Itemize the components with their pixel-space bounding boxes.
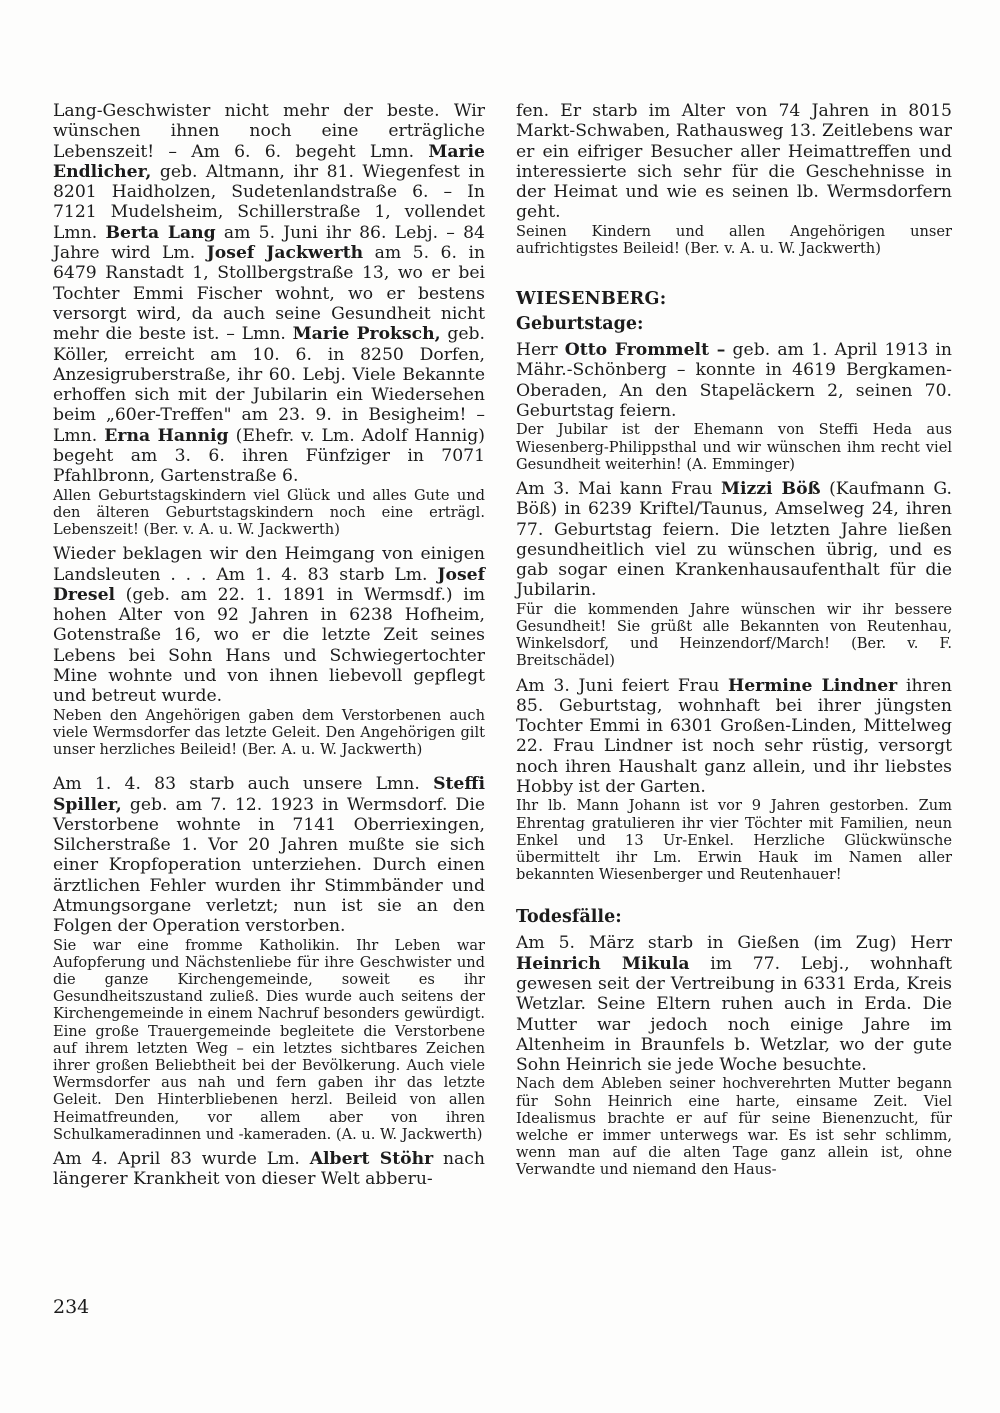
right-column (516, 101, 952, 1185)
note-lindner: Ihr lb. Mann Johann ist vor 9 Jahren gestorben. Zum Ehrentag gratulieren ihr vier Töchter mit Familien, neun Enkel und 13 Ur-Enkel. Herzliche Glückwünsche übermittelt ihr Lm. Erwin Hauk im Namen aller bekannten Wiesenberger und Reutenhauer! (516, 797, 952, 884)
birthday-hermine-lindner: Am 3. Juni feiert Frau Hermine Lindner ihren 85. Geburtstag, wohnhaft bei ihrer jüngsten Tochter Emmi in 6301 Großen-Linden, Mittelweg 22. Frau Lindner ist noch sehr rüstig, versorgt noch ihren Haushalt ganz allein, und ihr liebstes Hobby ist der Garten. (516, 675, 952, 798)
name-erna-hannig: Erna Hannig (104, 425, 229, 446)
condolence-note-dresel: Neben den Angehörigen gaben dem Verstorbenen auch viele Wermsdorfer das letzte Geleit. Den Angehörigen gilt unser herzliches Beileid! (Ber. A. u. W. Jackwerth) (53, 706, 485, 759)
name-berta-lang: Berta Lang (105, 222, 216, 243)
name-steffi-spiller: Steffi Spiller, (53, 774, 485, 815)
birthday-notices-paragraph: Lang-Geschwister nicht mehr der beste. Wir wünschen ihnen noch eine erträgliche Lebenszeit! – Am 6. 6. begeht Lmn. Marie Endlicher, geb. Altmann, ihr 81. Wiegenfest in 8201 Haidholzen, Sudetenlandstraße 6. – In 7121 Mudelsheim, Schillerstraße 1, vollendet Lmn. Berta Lang am 5. Juni ihr 86. Lebj. – 84 Jahre wird Lm. Josef Jackwerth am 5. 6. in 6479 Ranstadt 1, Stollbergstraße 13, wo er bei Tochter Emmi Fischer wohnt, wo er bestens versorgt wird, da auch seine Gesundheit nicht mehr die beste ist. – Lmn. Marie Proksch, geb. Köller, erreicht am 10. 6. in 8250 Dorfen, Anzesigruberstraße, ihr 60. Lebj. Viele Bekannte erhoffen sich mit der Jubilarin ein Wiedersehen beim „60er-Treffen" am 23. 9. in Besigheim! – Lmn. Erna Hannig (Ehefr. v. Lm. Adolf Hannig) begeht am 3. 6. ihren Fünfziger in 7071 Pfahlbronn, Gartenstraße 6. (53, 101, 486, 487)
tribute-note-spiller: Sie war eine fromme Katholikin. Ihr Leben war Aufopferung und Nächstenliebe für ihre Geschwister und die ganze Kirchengemeinde, soweit es ihr Gesundheitszustand zuließ. Dies wurde auch seitens der Kirchengemeinde in einem Nachruf besonders gewürdigt. Eine große Trauergemeinde begleitete die Verstorbene auf ihrem letzten Weg – ein letztes sichtbares Zeichen ihrer großen Beliebtheit bei der Bevölkerung. Auch viele Wermsdorfer aus nah und fern gaben ihr das letzte Geleit. Den Hinterbliebenen herzl. Beileid von allen Heimatfreunden, vor allem aber von ihren Schulkameradinnen und -kameraden. (A. u. W. Jackwerth) (53, 936, 485, 1143)
note-boess: Für die kommenden Jahre wünschen wir ihr bessere Gesundheit! Sie grüßt alle Bekannten von Reutenhau, Winkelsdorf, und Heinzendorf/March! (Ber. v. F. Breitschädel) (516, 600, 952, 670)
name-otto-frommelt: Otto Frommelt – (564, 340, 726, 361)
obituary-steffi-spiller: Am 1. 4. 83 starb auch unsere Lmn. Steffi Spiller, geb. am 7. 12. 1923 in Wermsdorf. Die Verstorbene wohnte in 7141 Oberriexingen, Silcherstraße 1. Vor 20 Jahren mußte sie sich einer Kropfoperation unterziehen. Durch einen ärztlichen Fehler wurden ihr Stimmbänder und Atmungsorgane verletzt; nun ist sie an den Folgen der Operation verstorben. (53, 774, 485, 937)
name-marie-proksch: Marie Proksch, (292, 324, 441, 345)
obituary-heinrich-mikula: Am 5. März starb in Gießen (im Zug) Herr Heinrich Mikula im 77. Lebj., wohnhaft gewesen seit der Vertreibung in 6331 Erda, Kreis Wetzlar. Seine Eltern ruhen auch in Erda. Die Mutter war jedoch noch einige Jahre im Altenheim in Braunfels b. Wetzlar, wo der gute Sohn Heinrich sie jede Woche besuchte. (516, 933, 952, 1076)
name-josef-jackwerth: Josef Jackwerth (206, 243, 364, 264)
name-mizzi-boess: Mizzi Böß (720, 478, 821, 499)
subheading-deaths: Todesfälle: (516, 907, 622, 928)
subheading-birthdays: Geburtstage: (516, 314, 644, 335)
name-heinrich-mikula: Heinrich Mikula (516, 953, 690, 974)
name-josef-dresel: Josef Dresel (53, 564, 485, 605)
obituary-stoehr-continued: fen. Er starb im Alter von 74 Jahren in 8015 Markt-Schwaben, Rathausweg 13. Zeitlebens war er ein eifriger Besucher aller Heimattreffen und interessierte sich sehr für die Geschehnisse in der Heimat und wie es seinen lb. Wermsdorfern geht. (516, 101, 952, 223)
note-mikula: Nach dem Ableben seiner hochverehrten Mutter begann für Sohn Heinrich eine harte, einsame Zeit. Viel Idealismus brachte er auf für seine Bienenzucht, für welche er immer unterwegs war. Es ist sehr schlimm, wenn man auf die alten Tage ganz allein ist, ohne Verwandte und niemand den Haus- (516, 1075, 952, 1179)
name-albert-stoehr: Albert Stöhr (309, 1149, 434, 1170)
section-heading-wiesenberg: WIESENBERG: (516, 289, 667, 310)
name-hermine-lindner: Hermine Lindner (728, 675, 898, 696)
birthday-mizzi-boess: Am 3. Mai kann Frau Mizzi Böß (Kaufmann G. Böß) in 6239 Kriftel/Taunus, Amselweg 24, ihren 77. Geburtstag feiern. Die letzten Jahre ließen gesundheitlich viel zu wünschen übrig, und es gab sogar einen Krankenhausaufenthalt für die Jubilarin. (516, 478, 953, 601)
obituary-josef-dresel: Wieder beklagen wir den Heimgang von einigen Landsleuten . . . Am 1. 4. 83 starb Lm. Josef Dresel (geb. am 22. 1. 1891 in Wermsdf.) im hohen Alter von 92 Jahren in 6238 Hofheim, Gotenstraße 16, wo er die letzte Zeit seines Lebens bei Sohn Hans und Schwiegertochter Mine wohnte und von ihnen liebevoll gepflegt und betreut wurde. (53, 544, 485, 707)
obituary-albert-stoehr: Am 4. April 83 wurde Lm. Albert Stöhr nach längerer Krankheit von dieser Welt abberu- (53, 1149, 485, 1190)
birthday-wishes-note: Allen Geburtstagskindern viel Glück und alles Gute und den älteren Geburtstagskindern noch eine erträgl. Lebenszeit! (Ber. v. A. u. W. Jackwerth) (53, 486, 485, 539)
left-column (53, 101, 485, 1190)
condolence-note-stoehr: Seinen Kindern und allen Angehörigen unser aufrichtigstes Beileid! (Ber. v. A. u. W. Jackwerth) (516, 222, 952, 257)
birthday-otto-frommelt: Herr Otto Frommelt – geb. am 1. April 1913 in Mähr.-Schönberg – konnte in 4619 Bergkamen-Oberaden, An den Stapeläckern 2, seinen 70. Geburtstag feiern. (516, 340, 952, 422)
note-frommelt: Der Jubilar ist der Ehemann von Steffi Heda aus Wiesenberg-Philippsthal und wir wünschen ihm recht viel Gesundheit weiterhin! (A. Emminger) (516, 421, 952, 473)
name-marie-endlicher: Marie Endlicher, (53, 141, 485, 182)
page-number: 234 (53, 1296, 90, 1318)
